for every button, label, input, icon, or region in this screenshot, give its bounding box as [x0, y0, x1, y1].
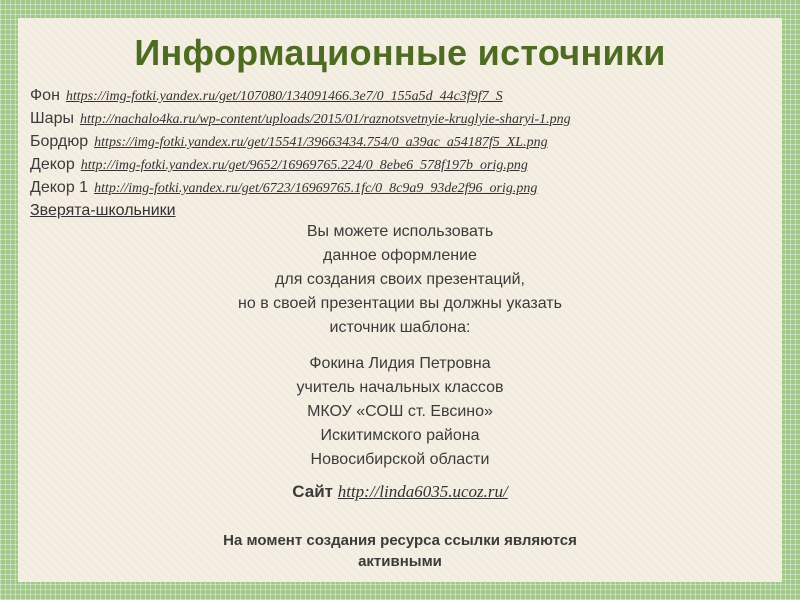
source-label: Шары	[30, 110, 74, 127]
usage-notice	[0, 220, 800, 340]
author-line: учитель начальных классов	[296, 379, 504, 396]
notice-line: но в своей презентации вы должны указать	[238, 295, 562, 312]
source-link[interactable]: https://img-fotki.yandex.ru/get/15541/39663434.754/0_a39ac_a54187f5_XL.png	[94, 135, 548, 150]
notice-line: источник шаблона:	[329, 319, 471, 336]
source-row-animals	[30, 199, 780, 222]
source-label: Декор 1	[30, 179, 89, 196]
source-link[interactable]: Зверята-школьники	[30, 202, 176, 219]
author-line: МКОУ «СОШ ст. Евсино»	[307, 403, 493, 420]
slide-title: Информационные источники	[134, 32, 666, 73]
source-label: Бордюр	[30, 133, 89, 150]
site-label: Сайт	[292, 482, 333, 501]
notice-line: данное оформление	[323, 247, 477, 264]
author-line: Искитимского района	[320, 427, 480, 444]
source-row-decor	[30, 153, 780, 176]
source-link[interactable]: http://img-fotki.yandex.ru/get/6723/16969765.1fc/0_8c9a9_93de2f96_orig.png	[94, 181, 538, 196]
site-link[interactable]: http://linda6035.ucoz.ru/	[337, 482, 508, 501]
source-row-border	[30, 130, 780, 153]
source-link[interactable]: http://nachalo4ka.ru/wp-content/uploads/2015/01/raznotsvetnyie-kruglyie-sharyi-1.png	[79, 112, 571, 127]
source-row-decor-1	[30, 176, 780, 199]
sources-list	[30, 84, 780, 222]
author-line: Фокина Лидия Петровна	[309, 355, 491, 372]
author-line: Новосибирской области	[310, 451, 490, 468]
site-line	[0, 482, 800, 502]
source-row-balls	[30, 107, 780, 130]
footer-line: На момент создания ресурса ссылки являются	[223, 532, 577, 549]
notice-line: Вы можете использовать	[306, 223, 494, 240]
author-info	[0, 352, 800, 472]
source-link[interactable]: https://img-fotki.yandex.ru/get/107080/134091466.3e7/0_155a5d_44c3f9f7_S	[65, 89, 503, 104]
source-link[interactable]: http://img-fotki.yandex.ru/get/9652/16969765.224/0_8ebe6_578f197b_orig.png	[80, 158, 528, 173]
notice-line: для создания своих презентаций,	[275, 271, 525, 288]
footer-note	[0, 530, 800, 572]
footer-line: активными	[358, 553, 442, 570]
source-row-background	[30, 84, 780, 107]
source-label: Декор	[30, 156, 75, 173]
source-label: Фон	[30, 87, 60, 104]
